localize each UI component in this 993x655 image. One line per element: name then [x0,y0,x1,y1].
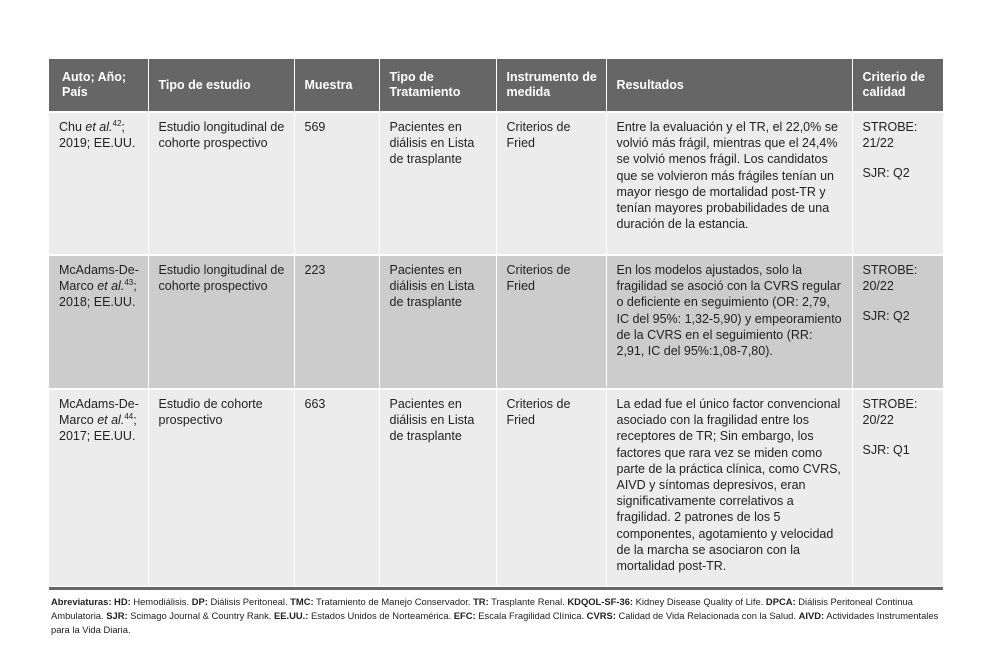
cell-quality [852,112,943,255]
author-year-country: ; 2018; EE.UU. [59,279,137,310]
abbr-definition: Hemodiálisis. [130,596,192,607]
abbr-definition: Estados Unidos de Norteamérica. [308,610,454,621]
abbr-term: DP: [191,596,208,607]
table-row [49,112,943,255]
abbr-definition: Trasplante Renal. [488,596,568,607]
studies-table [49,59,943,586]
abbr-term: EE.UU.: [274,610,309,621]
quality-sjr: SJR: Q1 [862,443,910,458]
footer-divider [49,587,943,590]
abbr-term: AIVD: [798,610,825,621]
author-etal: et al. [97,279,125,294]
abbr-definition: Kidney Disease Quality of Life. [633,596,766,607]
abbr-definition: Escala Fragilidad Clínica. [475,610,587,621]
abbr-definition: Scimago Journal & Country Rank. [127,610,275,621]
author-etal: et al. [85,120,113,134]
cell-study-type: Estudio de cohorte prospectivo [148,389,294,586]
header-quality: Criterio de calidad [852,59,943,112]
table-header-row [49,59,943,112]
header-results: Resultados [606,59,852,112]
quality-strobe: STROBE: 21/22 [862,120,918,151]
abbr-term: CVRS: [586,610,616,621]
table-row [49,389,943,586]
abbr-term: EFC: [453,610,476,621]
header-study-type: Tipo de estudio [148,59,294,112]
abbr-term: KDQOL-SF-36: [567,596,634,607]
header-treatment: Tipo de Tratamiento [379,59,496,112]
header-author: Auto; Año; País [49,59,148,112]
cell-treatment: Pacientes en diálisis en Lista de trasplante [379,389,496,586]
studies-table-container [49,59,943,586]
table-row [49,255,943,389]
cell-treatment: Pacientes en diálisis en Lista de trasplante [379,255,496,389]
cell-instrument: Criterios de Fried [496,255,606,389]
quality-strobe: STROBE: 20/22 [862,397,918,428]
abbr-term: DPCA: [765,596,796,607]
cell-sample: 223 [294,255,379,389]
quality-sjr: SJR: Q2 [862,309,910,324]
cell-study-type: Estudio longitudinal de cohorte prospectivo [148,255,294,389]
cell-results: En los modelos ajustados, solo la fragilidad se asoció con la CVRS regular o deficiente en seguimiento (OR: 2,79, IC del 95%: 1,32-5,90) y empeoramiento de la CVRS en el seguimiento (RR: 2,91, IC del 95%:1,08-7,80). [606,255,852,389]
cell-instrument: Criterios de Fried [496,389,606,586]
cell-quality [852,389,943,586]
abbreviations-footnote [51,595,943,637]
author-year-country: ; 2019; EE.UU. [59,120,136,151]
abbr-definition: Tratamiento de Manejo Conservador. [313,596,474,607]
author-etal: et al. [97,413,125,428]
reference-number: 44 [124,412,134,422]
author-name: McAdams-De-Marco [59,397,139,428]
abbr-definition: Diálisis Peritoneal Continua Ambulatoria. [51,596,913,621]
quality-sjr: SJR: Q2 [862,166,910,181]
header-instrument: Instrumento de medida [496,59,606,112]
cell-author [49,255,148,389]
abbr-term: Abreviaturas: HD: [51,596,131,607]
abbr-term: TR: [473,596,489,607]
cell-instrument: Criterios de Fried [496,112,606,255]
author-name: McAdams-De-Marco [59,263,139,294]
abbr-definition: Diálisis Peritoneal. [207,596,291,607]
cell-quality [852,255,943,389]
cell-sample: 569 [294,112,379,255]
cell-study-type: Estudio longitudinal de cohorte prospectivo [148,112,294,255]
cell-author [49,389,148,586]
cell-results: La edad fue el único factor convencional asociado con la fragilidad entre los receptores de TR; Sin embargo, los factores que rara vez se miden como parte de la práctica clínica, como CVRS, AIVD y síntomas depresivos, eran significativamente correlativos a fragilidad. 2 patrones de los 5 componentes, agotamiento y velocidad de la marcha se asociaron con la mortalidad post-TR. [606,389,852,586]
author-name: Chu [59,120,86,134]
cell-results: Entre la evaluación y el TR, el 22,0% se volvió más frágil, mientras que el 24,4% se volvió menos frágil. Los candidatos que se volvieron más frágiles tenían un mayor riesgo de mortalidad post-TR y tenían mayores probabilidades de una duración de la estancia. [606,112,852,255]
reference-number: 43 [124,278,134,288]
reference-number: 42 [112,118,122,128]
cell-author [49,112,148,255]
cell-sample: 663 [294,389,379,586]
header-sample: Muestra [294,59,379,112]
quality-strobe: STROBE: 20/22 [862,263,918,294]
abbr-definition: Calidad de Vida Relacionada con la Salud. [615,610,799,621]
abbr-term: SJR: [106,610,128,621]
author-year-country: ; 2017; EE.UU. [59,413,137,444]
cell-treatment: Pacientes en diálisis en Lista de trasplante [379,112,496,255]
abbr-definition: Actividades Instrumentales para la Vida Diaria. [51,610,939,635]
abbr-term: TMC: [290,596,314,607]
